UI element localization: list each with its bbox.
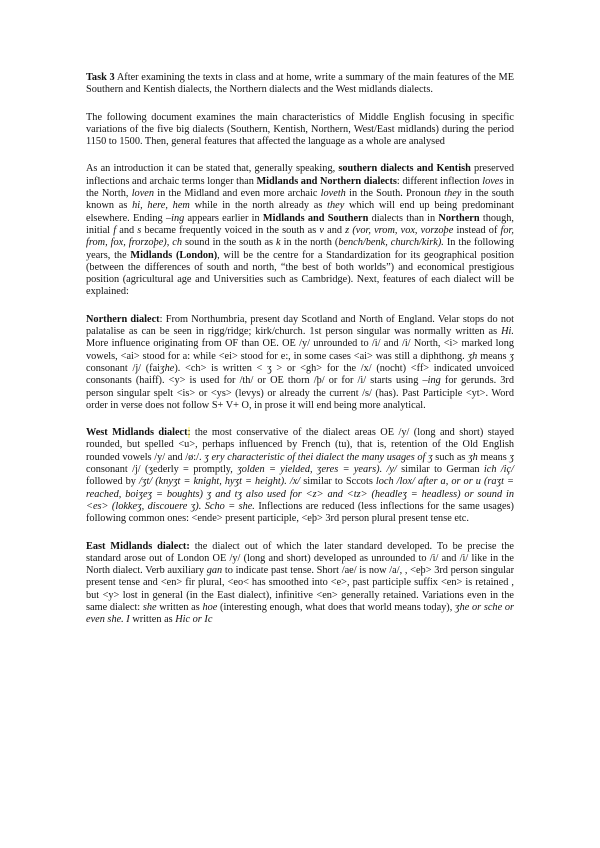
italic-run: z (vor, vrom, vox, vorzoþe (345, 224, 454, 236)
italic-run: k (276, 237, 281, 249)
text-run: for gerunds. 3rd person singular spelt <is> or <ys> (levys) or already the current /s/ (has). Past Participle <yt>. Word order in verse does not follow S+ V+ O, in prose it will end being more analytical. (86, 375, 514, 411)
text-run: instead of (453, 224, 501, 236)
italic-run: ʒhe or sche or even she. I (86, 601, 515, 626)
text-run: similar to Sccots (300, 476, 376, 488)
highlight-mark: : (187, 427, 191, 439)
northern-dialect-paragraph (86, 314, 514, 412)
text-run: the dialect out of which the later standard developed. To be precise the standard arose out of London OE /y/ (long and short) developed as unrounded to /i/ and /i/ like in the North dialect. Verb auxiliary (86, 540, 514, 577)
section-title: West Midlands dialect (86, 427, 188, 439)
text-run: consonant /j/ (ʒederly = promptly, (86, 464, 238, 476)
section-title: Northern dialect (86, 313, 160, 325)
text-run: : From Northumbria, present day Scotland and North of England. (159, 313, 438, 325)
text-run: : different inflection (396, 175, 483, 187)
task-heading: Task 3 (86, 72, 115, 83)
text-run: In the following years, the (86, 237, 515, 261)
text-run: though, initial (86, 212, 515, 236)
italic-run: ʒhe (160, 362, 175, 374)
text-run: As an introduction it can be stated that, generally speaking, (86, 163, 339, 175)
italic-run: Hi. (501, 326, 514, 338)
italic-run: ʒh (468, 451, 478, 463)
italic-run: ch (172, 237, 183, 249)
task-paragraph (86, 72, 514, 97)
east-midlands-dialect-paragraph (86, 541, 514, 627)
section-title: East Midlands dialect: (86, 540, 190, 552)
west-midlands-dialect-paragraph (86, 427, 514, 525)
italic-run: loch /lox/ after a, or or u (raʒt = reached, boiʒeʒ = boughts) ʒ and tʒ also used for <z> and <tz> (headleʒ = headless) or sound in <es> (lokkeʒ, discouere ʒ). Scho = she. (86, 476, 514, 512)
text-run: preserved inflections and archaic terms longer than (86, 163, 514, 187)
italic-run: –ing (422, 375, 441, 387)
text-run: (interesting enough, what does that world means today), (217, 601, 455, 613)
italic-run: loven (131, 188, 154, 200)
italic-run: she (142, 601, 157, 613)
text-run: while in the north already as (189, 200, 328, 212)
text-run: in the south known as (86, 188, 515, 212)
text-run: consonant /j/ (fai (86, 362, 161, 374)
italic-run: ʒ ery characteristic of thei dialect the many usages of ʒ (204, 451, 433, 463)
text-run: written as (129, 614, 176, 626)
text-run: the most conservative of the dialect areas OE /y/ (long and short) stayed rounded, but spelled <u>, perhaps influenced by French (tu), that is, retention of the Old English rounded vowels /y/ and /ø:/. (86, 427, 515, 463)
italic-run: /ʒt/ (knyʒt = knight, hyʒt = height). /x/ (139, 476, 301, 488)
task-text: After examining the texts in class and at home, write a summary of the main features of the ME Southern and Kentish dialects, the Northern dialects and the West midlands dialects. (86, 72, 514, 96)
italic-run: they (444, 188, 462, 200)
italic-run: ich /iç/ (483, 464, 514, 476)
italic-run: they (327, 200, 345, 212)
text-run: means (477, 350, 510, 362)
italic-run: bench/benk, church/kirk). (338, 237, 444, 249)
text-run: to indicate past tense. Short /ae/ is now /a/, , <eþ> 3rd person singular present tense and <en> fir plural, <eo< has smoothed into <e>, past participle suffix <en> is retained , but <y> lost in general (in the East dialect), infinitive <en> generally retained. Variations even in the same dialect: (86, 565, 514, 613)
text-run: appears earlier in (184, 212, 263, 224)
text-run: followed by (86, 476, 140, 488)
italic-run: loveth (320, 188, 346, 200)
text-run: in the South. Pronoun (345, 188, 445, 200)
italic-run: gan (206, 565, 223, 577)
italic-run: –ing (165, 212, 185, 224)
bold-run: southern dialects and Kentish (338, 163, 471, 175)
italic-run: hoe (202, 601, 218, 613)
text-run: similar to German (396, 464, 484, 476)
text-run: ). <ch> is written < ʒ > or <gh> for the /x/ (nocht) <ff> indicated unvoiced consonants (haiff). <y> is used for /th/ or OE thorn /þ/ or for /i/ starts using (86, 362, 514, 387)
text-run: , will be the centre for a Standardization for its geographical position (between the differences of south and north, “the best of both worlds”) and economical prestigious position (agricultural age and Universities such as Cambridge). Next, features of each dialect will be explained: (86, 249, 514, 298)
text-run: dialects than in (368, 212, 439, 224)
italic-run: hi, here, hem (132, 200, 190, 212)
text-run: became frequently voiced in the south as (141, 224, 320, 236)
italic-run: Hic or Ic (175, 614, 213, 626)
italic-run: ʒolden = yielded, ʒeres = years). /y/ (237, 464, 397, 476)
text-run: More influence originating from OF than OE. OE /y/ unrounded to /i/ and /i/ North, <i> marked long vowels, <ai> stood for a: while <ei> stood for e:, in some cases <ai> was still a diphthong. (86, 338, 514, 362)
text-run: and (323, 224, 346, 236)
bold-run: Midlands (London) (130, 249, 218, 261)
italic-run: ʒ (509, 350, 514, 362)
text-run: means (477, 451, 510, 463)
text-run: Inflections are reduced (less inflections for the same usages) following common ones: <ende> present participle, <eþ> 3rd person plural present tense etc. (86, 500, 514, 525)
italic-run: s (137, 224, 142, 236)
text-run: sound in the south as (182, 237, 277, 249)
text-run: such as (432, 451, 469, 463)
italic-run: f (113, 224, 117, 236)
bold-run: Northern (438, 212, 480, 224)
text-run: Velar stops do not palatalise as can be seen in rigg/ridge; kirk/church. 1st person singular was normally written as (86, 313, 515, 338)
italic-run: ʒh (467, 350, 478, 362)
italic-run: for, from, fox, frorzoþe), (86, 224, 514, 249)
intro-paragraph: The following document examines the main characteristics of Middle English focusing in specific variations of the five big dialects (Southern, Kentish, Northern, West/East midlands) during the period 1150 to 1500. Then, general features that affected the language as a whole are analysed (86, 111, 514, 148)
text-run: in the Midland and even more archaic (154, 188, 321, 200)
overview-paragraph (86, 163, 514, 298)
text-run: and (116, 224, 138, 236)
text-run: written as (156, 601, 203, 613)
text-run: which will end up being predominant elsewhere. Ending (86, 200, 514, 224)
bold-run: Midlands and Southern (262, 212, 369, 224)
text-run: in the North, (86, 175, 514, 200)
italic-run: v (319, 224, 324, 236)
italic-run: ʒ (509, 451, 514, 463)
italic-run: loves (482, 175, 504, 187)
bold-run: Midlands and Northern dialects (256, 175, 397, 187)
text-run: in the north ( (280, 237, 339, 249)
